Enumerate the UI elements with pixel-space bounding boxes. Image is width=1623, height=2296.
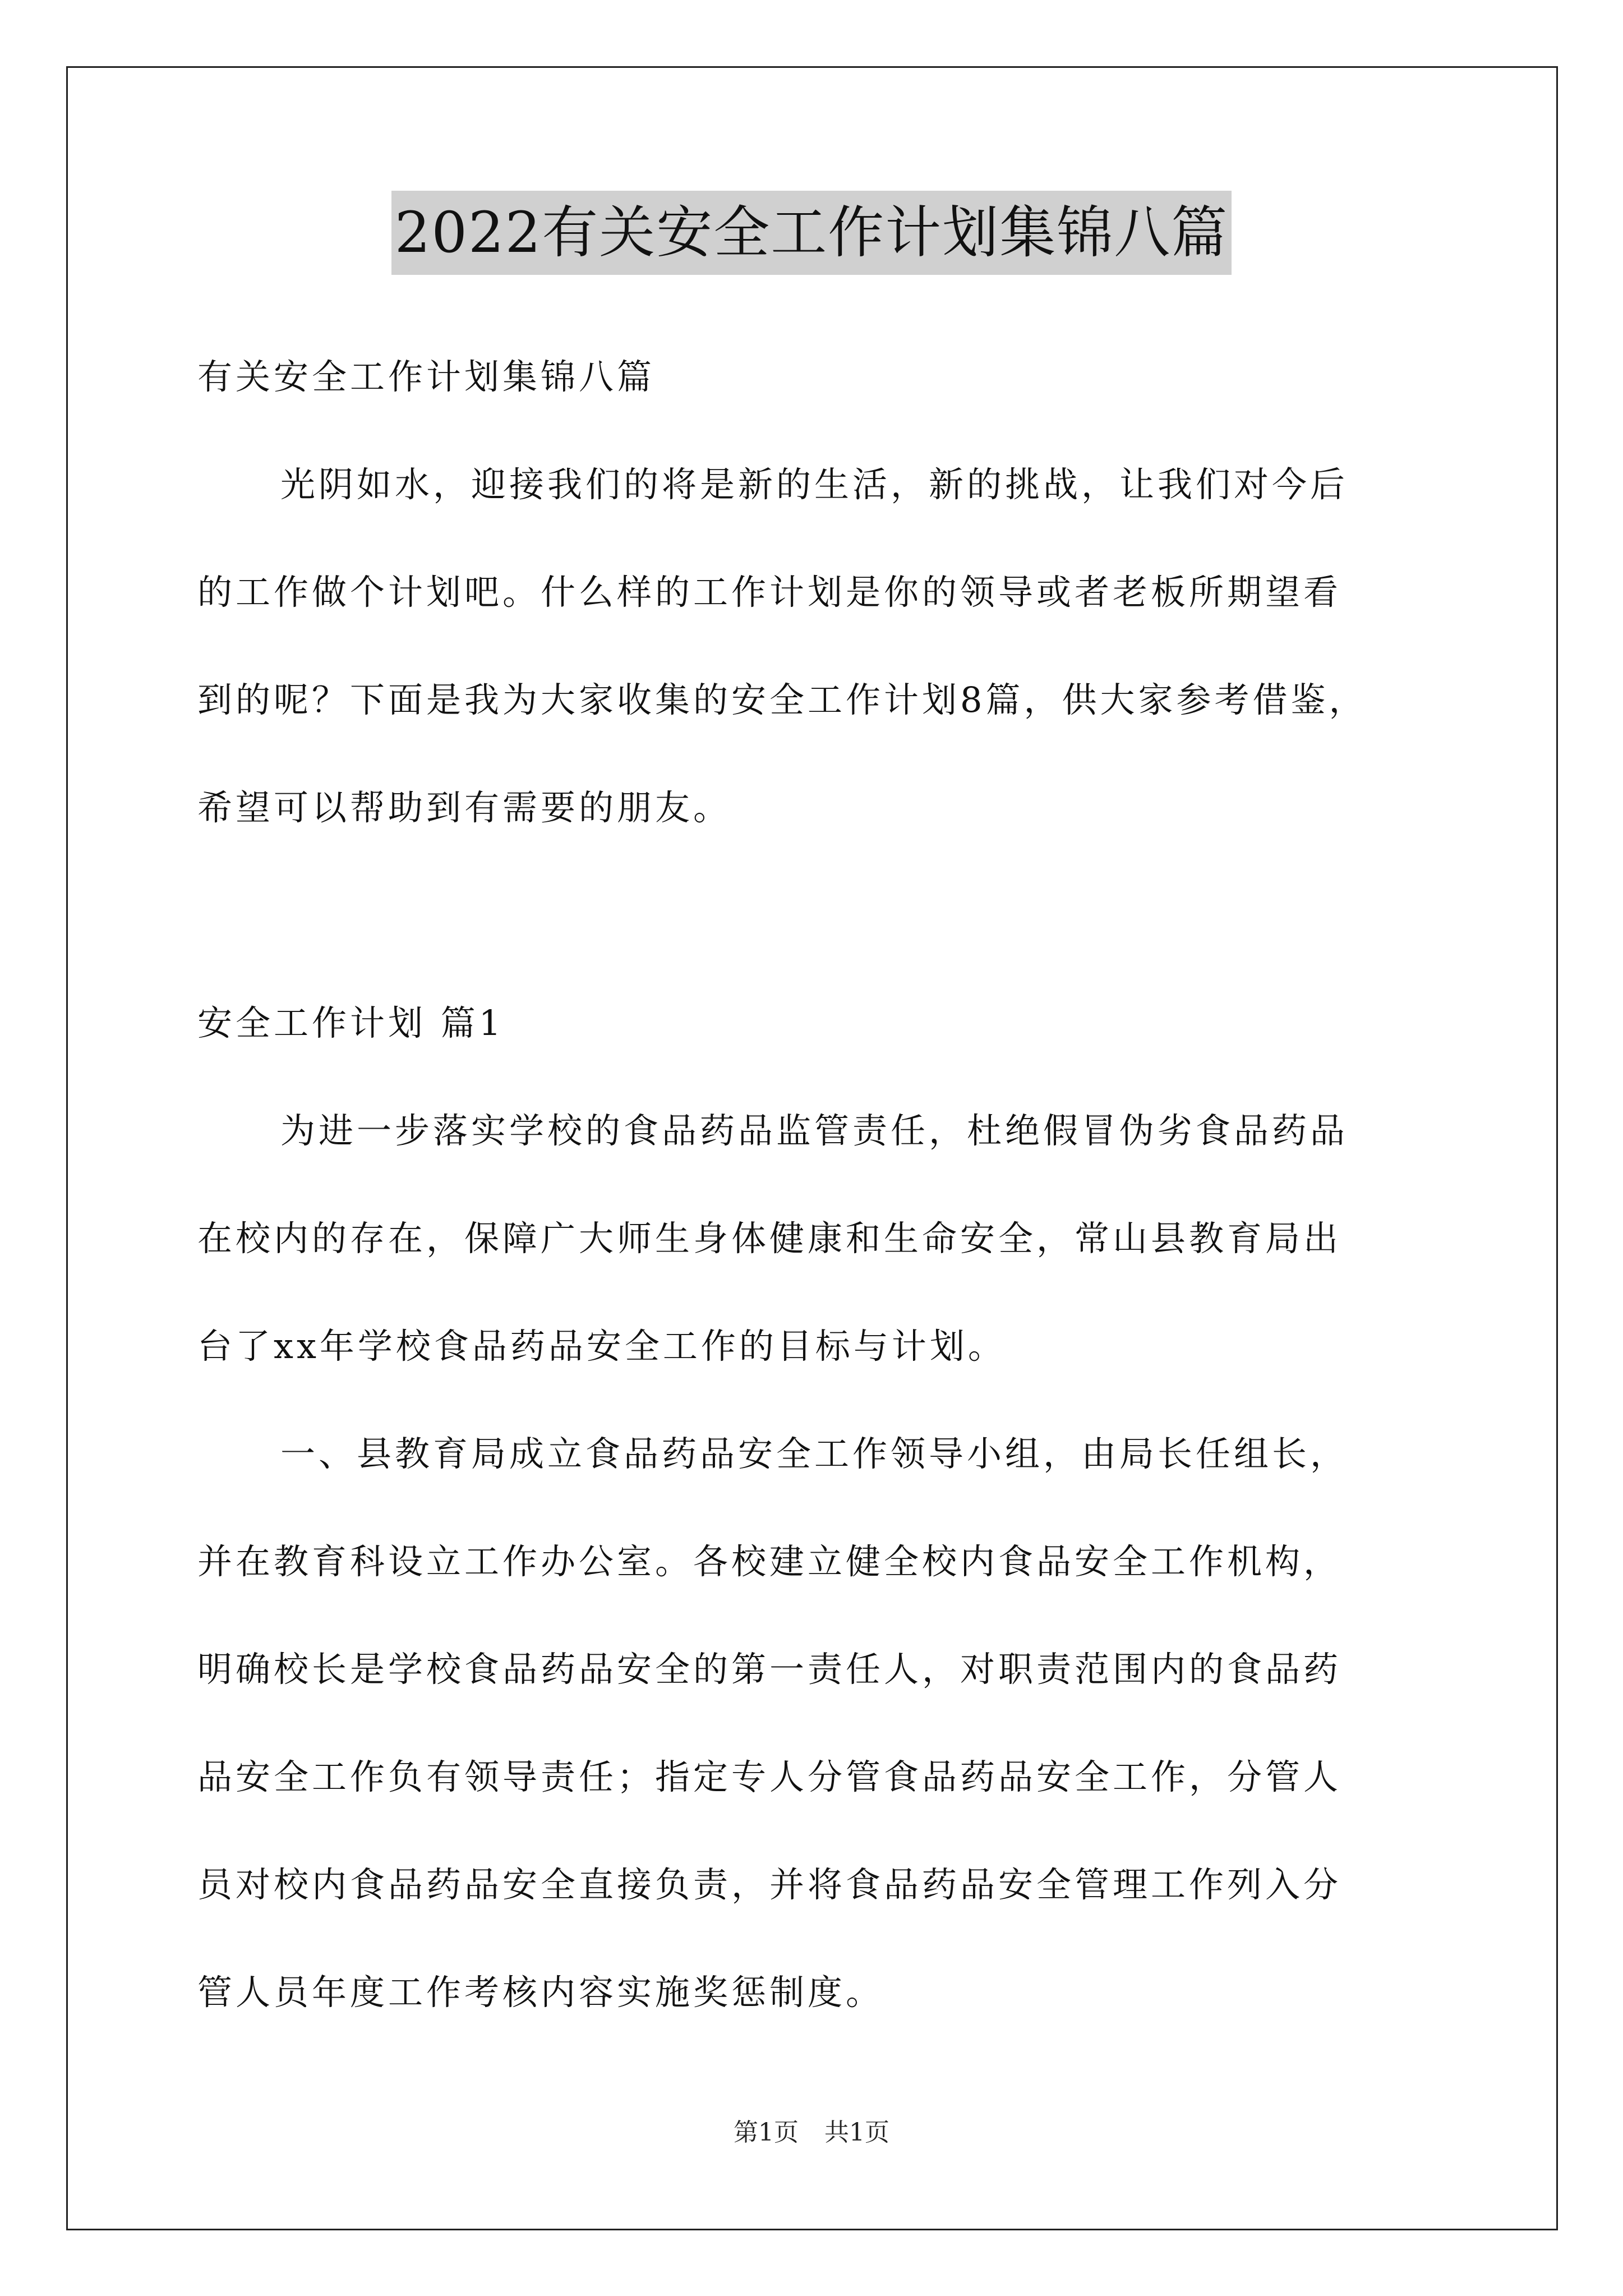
page-footer bbox=[0, 2116, 1623, 2150]
intro-line-4: 希望可以帮助到有需要的朋友。 bbox=[197, 787, 732, 828]
paragraph-2-line-4: 品安全工作负有领导责任；指定专人分管食品药品安全工作，分管人 bbox=[197, 1756, 1342, 1797]
paragraph-2-line-3: 明确校长是学校食品药品安全的第一责任人，对职责范围内的食品药 bbox=[197, 1649, 1342, 1690]
intro-line-2: 的工作做个计划吧。什么样的工作计划是你的领导或者老板所期望看 bbox=[197, 572, 1342, 613]
paragraph-1-line-1: 为进一步落实学校的食品药品监管责任，杜绝假冒伪劣食品药品 bbox=[280, 1110, 1349, 1151]
paragraph-2-line-6: 管人员年度工作考核内容实施奖惩制度。 bbox=[197, 1972, 884, 2013]
title-container bbox=[0, 191, 1623, 275]
paragraph-2-line-2: 并在教育科设立工作办公室。各校建立健全校内食品安全工作机构， bbox=[197, 1541, 1342, 1582]
paragraph-1-line-2: 在校内的存在，保障广大师生身体健康和生命安全，常山县教育局出 bbox=[197, 1218, 1342, 1259]
page-number: 第1页 bbox=[734, 2118, 799, 2147]
paragraph-1-line-3: 台了xx年学校食品药品安全工作的目标与计划。 bbox=[197, 1326, 1006, 1366]
document-title: 2022有关安全工作计划集锦八篇 bbox=[391, 191, 1232, 275]
paragraph-2-line-1: 一、县教育局成立食品药品安全工作领导小组，由局长任组长， bbox=[280, 1433, 1349, 1474]
section-heading: 安全工作计划 篇1 bbox=[197, 1002, 505, 1043]
intro-line-1: 光阴如水，迎接我们的将是新的生活，新的挑战，让我们对今后 bbox=[280, 464, 1349, 505]
paragraph-2-line-5: 员对校内食品药品安全直接负责，并将食品药品安全管理工作列入分 bbox=[197, 1864, 1342, 1905]
page-total: 共1页 bbox=[824, 2118, 889, 2147]
intro-line-3: 到的呢？下面是我为大家收集的安全工作计划8篇，供大家参考借鉴， bbox=[197, 679, 1367, 720]
document-subtitle: 有关安全工作计划集锦八篇 bbox=[197, 356, 656, 397]
